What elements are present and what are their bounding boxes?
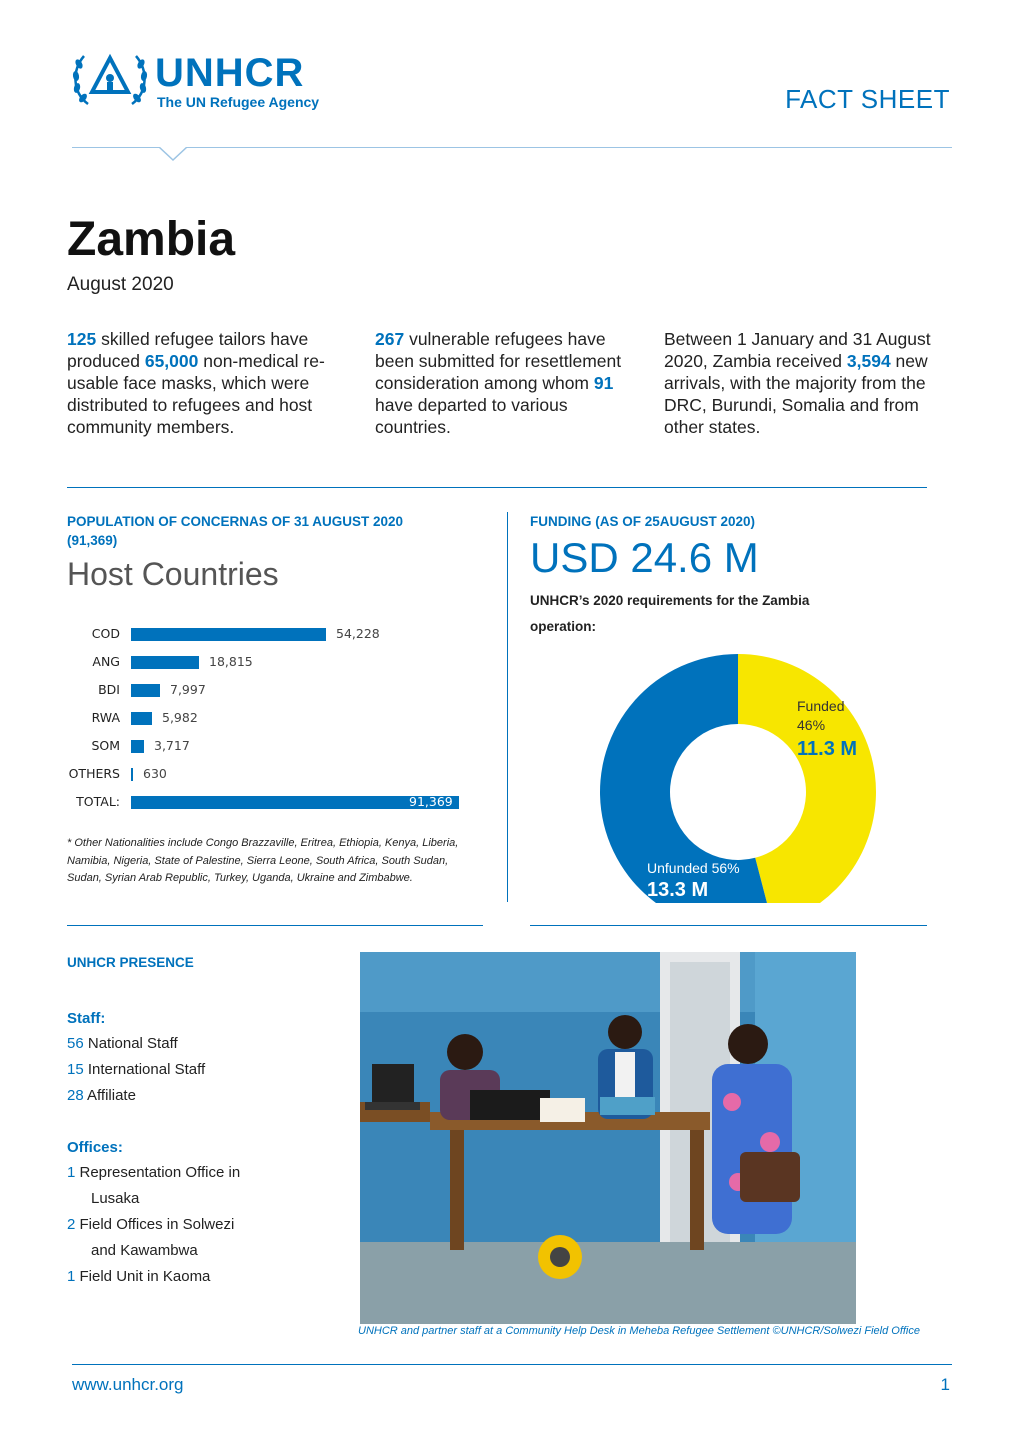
list-item: 28 Affiliate: [67, 1087, 136, 1104]
section-divider: [67, 487, 927, 488]
funding-heading: FUNDING (AS OF 25AUGUST 2020): [530, 514, 756, 529]
staff-heading: Staff:: [67, 1010, 106, 1027]
presence-heading: UNHCR PRESENCE: [67, 955, 194, 970]
document-type: FACT SHEET: [785, 84, 950, 114]
laurel-emblem-icon: [70, 48, 150, 112]
bar-category-label: OTHERS: [68, 766, 120, 781]
footnote: * Other Nationalities include Congo Brazzaville, Eritrea, Ethiopia, Kenya, Liberia, Namibia, Nigeria, State of Palestine, Sierra Leone, South Africa, South Sudan, Sudan, Syrian Arab Republic, Turkey, Uganda, Ukraine and Zimbabwe.: [67, 837, 459, 884]
bar-value-label: 91,369: [409, 794, 453, 809]
list-item: 1 Representation Office in: [67, 1164, 241, 1181]
highlight-number: 125: [67, 329, 97, 349]
header-divider: [72, 147, 952, 148]
offices-list: [67, 1160, 327, 1290]
list-item-continuation: Lusaka: [91, 1190, 140, 1207]
list-item: 56 National Staff: [67, 1035, 178, 1052]
bar: [131, 740, 144, 753]
bar-category-label: RWA: [91, 710, 120, 725]
org-tagline: The UN Refugee Agency: [157, 94, 320, 110]
highlight-arrivals: Between 1 January and 31 August 2020, Zambia received 3,594 new arrivals, with the majority from the DRC, Burundi, Somalia and from other states.: [664, 329, 931, 437]
host-countries-heading: Host Countries: [67, 556, 279, 592]
org-name: UNHCR: [155, 51, 305, 95]
photo-caption: UNHCR and partner staff at a Community Help Desk in Meheba Refugee Settlement ©UNHCR/Solwezi Field Office: [358, 1325, 920, 1337]
list-item-continuation: and Kawambwa: [91, 1242, 198, 1259]
highlight-number: 65,000: [144, 351, 199, 371]
chevron-down-icon: [158, 147, 188, 163]
bar: [131, 684, 160, 697]
list-item: 1 Field Unit in Kaoma: [67, 1268, 211, 1285]
bar-category-label: BDI: [98, 682, 120, 697]
donut-slice-funded: [738, 654, 876, 904]
staff-list: [67, 1031, 327, 1109]
highlight-number: 91: [593, 373, 614, 393]
bar: [131, 768, 133, 781]
unfunded-label: Unfunded 56%: [647, 860, 740, 876]
bar-value-label: 630: [143, 766, 167, 781]
funding-total: USD 24.6 M: [530, 534, 759, 581]
highlight-number: 267: [375, 329, 405, 349]
bar-category-label: TOTAL:: [76, 794, 120, 809]
highlight-resettlement: 267 vulnerable refugees have been submitted for resettlement consideration among whom 91 have departed to various countries.: [375, 329, 622, 437]
bar: [131, 712, 152, 725]
unfunded-amount: 13.3 M: [647, 879, 709, 901]
footer-url[interactable]: www.unhcr.org: [72, 1375, 184, 1394]
list-item: 15 International Staff: [67, 1061, 206, 1078]
bar-value-label: 54,228: [336, 626, 380, 641]
bar-category-label: SOM: [91, 738, 120, 753]
offices-heading: Offices:: [67, 1139, 123, 1156]
page-title: Zambia: [67, 213, 236, 266]
funding-requirements: UNHCR’s 2020 requirements for the Zambia operation:: [530, 593, 810, 634]
bar-value-label: 18,815: [209, 654, 253, 669]
funded-label: Funded: [797, 698, 845, 714]
bar-category-label: COD: [91, 626, 120, 641]
bar-value-label: 7,997: [170, 682, 206, 697]
funded-percent: 46%: [797, 717, 826, 733]
help-desk-photo: [360, 952, 856, 1324]
bar-category-label: ANG: [92, 654, 120, 669]
section-divider: [67, 925, 483, 926]
page-number: 1: [940, 1375, 950, 1394]
bar: [131, 656, 199, 669]
section-divider: [530, 925, 927, 926]
bar-value-label: 3,717: [154, 738, 190, 753]
bar: [131, 628, 326, 641]
footer-divider: [72, 1364, 952, 1365]
column-divider: [507, 512, 508, 902]
funded-amount: 11.3 M: [797, 738, 858, 760]
list-item: 2 Field Offices in Solwezi: [67, 1216, 235, 1233]
highlight-number: 3,594: [846, 351, 891, 371]
page-date: August 2020: [67, 274, 174, 295]
highlight-tailors: 125 skilled refugee tailors have produced 65,000 non-medical re-usable face masks, which were distributed to refugees and host community members.: [67, 329, 325, 437]
bar-value-label: 5,982: [162, 710, 198, 725]
population-heading: POPULATION OF CONCERNAS OF 31 AUGUST 2020 (91,369): [67, 514, 404, 548]
